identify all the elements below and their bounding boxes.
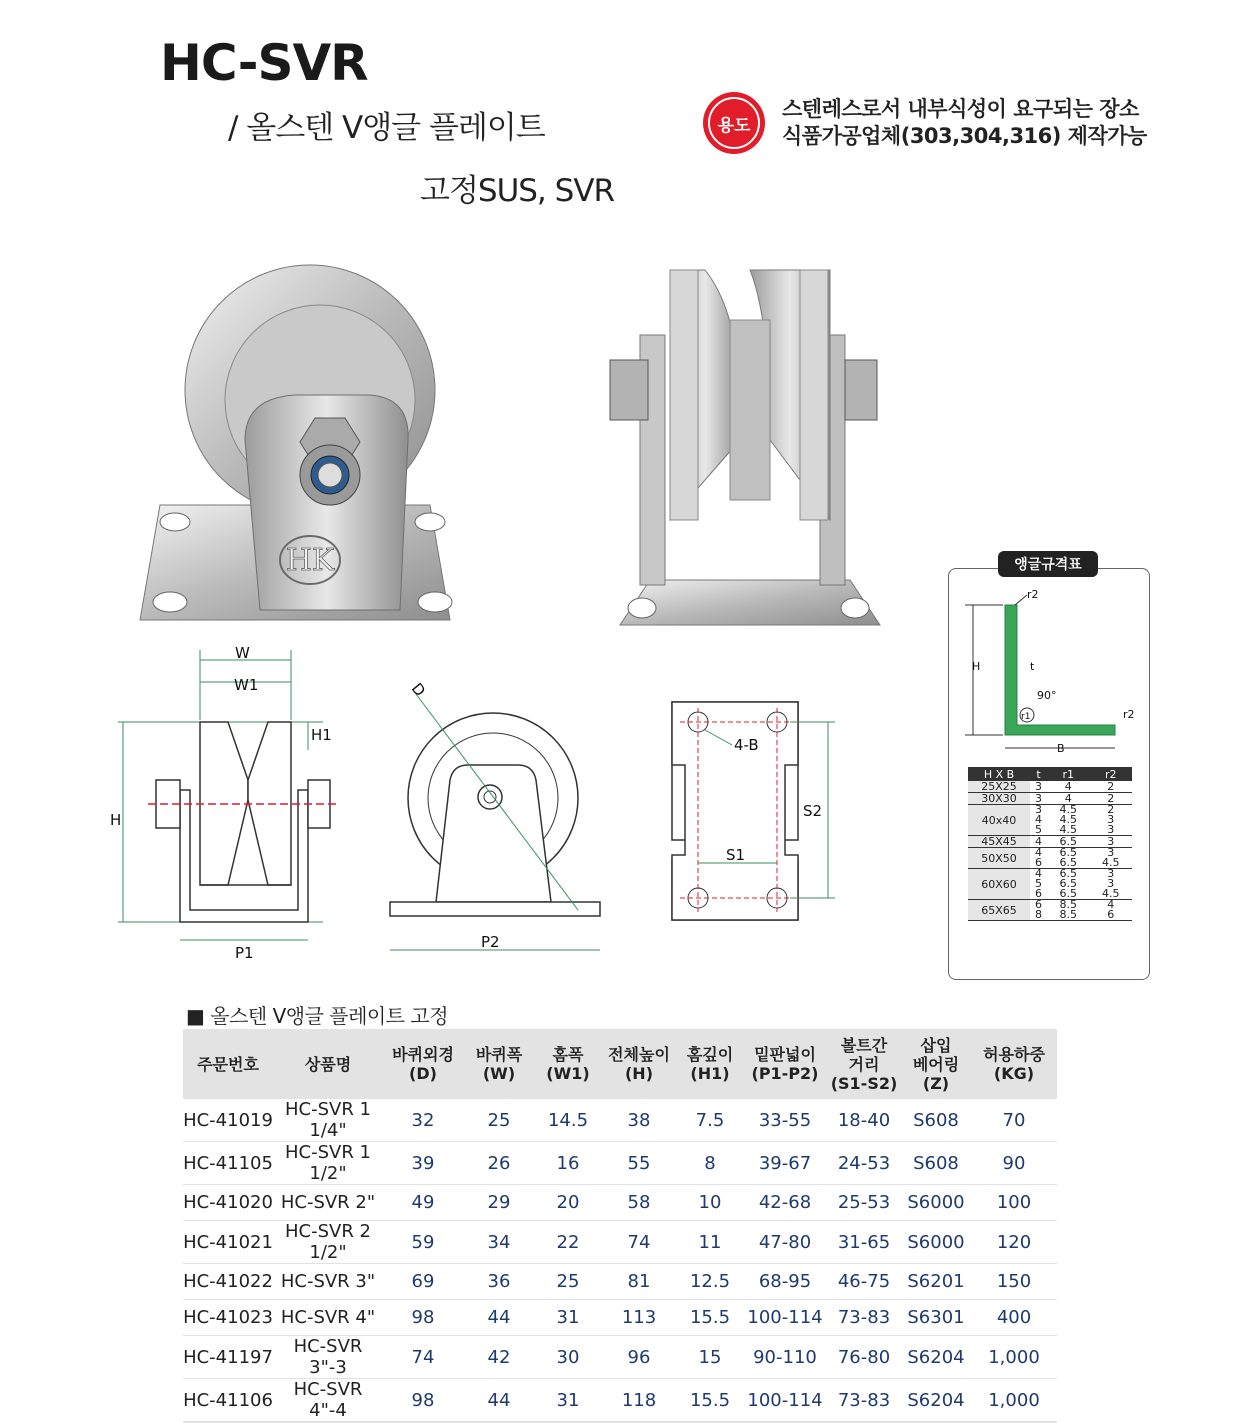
spec-cell-h: 58 — [627, 1192, 651, 1213]
angle-r1-cell: 4.5 4.5 4.5 — [1047, 805, 1090, 836]
spec-cell-p: 100-114 — [747, 1307, 823, 1328]
angle-spec-row — [968, 900, 1132, 921]
front-drawing — [390, 679, 600, 951]
usage-line-1: 스텐레스로서 내부식성이 요구되는 장소 — [782, 97, 1139, 121]
angle-t-cell: 3 — [1030, 781, 1047, 793]
angle-r2-cell: 3 3 4.5 — [1090, 869, 1133, 900]
side-drawing — [110, 644, 338, 962]
spec-cell-h1: 11 — [698, 1231, 722, 1253]
spec-header-cell: 밑판넓이 (P1-P2) — [743, 1029, 827, 1099]
spec-cell-name: HC-SVR 1 1/4" — [284, 1099, 372, 1141]
spec-header-cell: 허용하중 (KG) — [971, 1029, 1057, 1099]
product-title: HC-SVR — [160, 34, 368, 92]
angle-spec-rows — [968, 781, 1132, 921]
spec-cell-w: 29 — [487, 1192, 511, 1213]
spec-header-cell: 바퀴폭 (W) — [463, 1029, 535, 1099]
spec-cell-h1: 15.5 — [689, 1389, 731, 1411]
angle-r1-cell: 4 — [1047, 793, 1090, 805]
plate-drawing — [660, 690, 850, 930]
spec-cell-kg: 100 — [996, 1192, 1032, 1213]
spec-cell-s: 73-83 — [837, 1307, 891, 1328]
spec-cell-code: HC-41106 — [183, 1389, 273, 1411]
spec-cell-w: 44 — [487, 1307, 511, 1328]
angle-size-cell: 65X65 — [968, 900, 1030, 921]
angle-spec-row — [968, 781, 1132, 793]
spec-cell-w: 44 — [487, 1389, 511, 1411]
spec-table-row — [183, 1142, 1057, 1185]
spec-cell-s: 18-40 — [837, 1109, 891, 1131]
section-title: ■ 올스텐 V앵글 플레이트 고정 — [186, 1004, 449, 1028]
dim-w-label: W — [235, 644, 250, 662]
dim-d-label: D — [407, 679, 430, 700]
spec-cell-h1: 12.5 — [689, 1271, 731, 1292]
angle-r2-top-label: r2 — [1027, 588, 1039, 601]
spec-cell-name: HC-SVR 4" — [280, 1307, 376, 1328]
spec-table-row — [183, 1185, 1057, 1221]
angle-b-label: B — [1057, 742, 1065, 755]
spec-cell-w: 42 — [487, 1346, 511, 1368]
technical-drawings — [108, 640, 628, 970]
spec-header-cell: 상품명 — [273, 1029, 383, 1099]
spec-cell-kg: 120 — [996, 1231, 1032, 1253]
spec-cell-kg: 400 — [996, 1307, 1032, 1328]
angle-spec-row — [968, 805, 1132, 836]
spec-cell-name: HC-SVR 2" — [280, 1192, 376, 1213]
spec-cell-code: HC-41020 — [183, 1192, 273, 1213]
spec-cell-name: HC-SVR 1 1/2" — [284, 1142, 372, 1184]
spec-cell-w1: 14.5 — [547, 1109, 589, 1131]
spec-cell-z: S608 — [913, 1152, 959, 1174]
spec-cell-h1: 7.5 — [695, 1109, 725, 1131]
angle-t-cell: 3 4 5 — [1030, 805, 1047, 836]
spec-cell-h1: 10 — [698, 1192, 722, 1213]
spec-cell-name: HC-SVR 3"-3 — [293, 1336, 363, 1378]
spec-cell-kg: 90 — [1002, 1152, 1026, 1174]
spec-cell-h: 38 — [627, 1109, 651, 1131]
spec-cell-h: 96 — [627, 1346, 651, 1368]
spec-table-row — [183, 1221, 1057, 1264]
angle-90-label: 90° — [1037, 689, 1057, 702]
spec-cell-z: S6000 — [907, 1192, 965, 1213]
spec-header-cell: 바퀴외경 (D) — [383, 1029, 463, 1099]
angle-size-cell: 40x40 — [968, 805, 1030, 836]
spec-cell-d: 49 — [411, 1192, 435, 1213]
spec-table-body — [183, 1099, 1057, 1422]
spec-table — [183, 1029, 1057, 1423]
angle-r2-cell: 2 — [1090, 781, 1133, 793]
angle-r1-cell: 6.5 — [1047, 836, 1090, 848]
usage-description — [782, 96, 1147, 150]
spec-header-cell: 홈깊이 (H1) — [677, 1029, 743, 1099]
spec-header-cell: 홈폭 (W1) — [535, 1029, 601, 1099]
dim-s1-label: S1 — [726, 846, 746, 864]
angle-size-cell: 30X30 — [968, 793, 1030, 805]
spec-cell-w: 25 — [487, 1109, 511, 1131]
product-photos — [130, 250, 890, 635]
spec-cell-z: S6000 — [907, 1231, 965, 1253]
spec-cell-h: 74 — [627, 1231, 651, 1253]
spec-cell-p: 68-95 — [758, 1271, 812, 1292]
spec-cell-z: S608 — [913, 1109, 959, 1131]
spec-cell-h: 113 — [621, 1307, 657, 1328]
angle-r2-cell: 4 6 — [1090, 900, 1133, 921]
spec-cell-h: 81 — [627, 1271, 651, 1292]
angle-t-cell: 3 — [1030, 793, 1047, 805]
angle-t-cell: 4 6 — [1030, 848, 1047, 869]
spec-table-header — [183, 1029, 1057, 1099]
angle-t-cell: 4 — [1030, 836, 1047, 848]
spec-cell-w: 26 — [487, 1152, 511, 1174]
spec-cell-d: 59 — [411, 1231, 435, 1253]
product-subtitle: / 올스텐 V앵글 플레이트 — [228, 110, 545, 146]
spec-cell-p: 100-114 — [747, 1389, 823, 1411]
spec-cell-w1: 25 — [556, 1271, 580, 1292]
spec-cell-h1: 15 — [698, 1346, 722, 1368]
spec-cell-s: 25-53 — [837, 1192, 891, 1213]
spec-cell-name: HC-SVR 4"-4 — [293, 1379, 363, 1421]
spec-cell-code: HC-41105 — [183, 1152, 273, 1174]
spec-cell-s: 31-65 — [837, 1231, 891, 1253]
spec-table-row — [183, 1300, 1057, 1336]
spec-cell-w1: 16 — [556, 1152, 580, 1174]
spec-cell-name: HC-SVR 3" — [280, 1271, 376, 1292]
spec-cell-s: 46-75 — [837, 1271, 891, 1292]
spec-cell-d: 69 — [411, 1271, 435, 1292]
spec-cell-code: HC-41021 — [183, 1231, 273, 1253]
spec-cell-w1: 20 — [556, 1192, 580, 1213]
spec-cell-w1: 30 — [556, 1346, 580, 1368]
angle-r1-cell: 8.5 8.5 — [1047, 900, 1090, 921]
angle-r1-cell: 6.5 6.5 — [1047, 848, 1090, 869]
angle-r2-right-label: r2 — [1123, 708, 1135, 721]
spec-table-row — [183, 1264, 1057, 1300]
angle-spec-table — [968, 767, 1132, 921]
angle-r1-cell: 6.5 6.5 6.5 — [1047, 869, 1090, 900]
angle-size-cell: 25X25 — [968, 781, 1030, 793]
angle-size-cell: 45X45 — [968, 836, 1030, 848]
spec-cell-code: HC-41197 — [183, 1346, 273, 1368]
spec-cell-code: HC-41022 — [183, 1271, 273, 1292]
angle-diagram — [955, 585, 1145, 765]
spec-cell-z: S6204 — [907, 1389, 965, 1411]
angle-spec-row — [968, 848, 1132, 869]
product-subtitle-2: 고정SUS, SVR — [420, 173, 615, 209]
spec-cell-w: 34 — [487, 1231, 511, 1253]
photo-front-view — [140, 265, 452, 620]
angle-col-t: t — [1030, 767, 1047, 781]
spec-cell-kg: 1,000 — [988, 1389, 1040, 1411]
dim-s2-label: S2 — [803, 802, 823, 820]
angle-r1-label: r1 — [1021, 712, 1031, 722]
angle-r2-cell: 2 3 3 — [1090, 805, 1133, 836]
usage-badge-label: 용도 — [708, 97, 760, 149]
angle-size-cell: 60X60 — [968, 869, 1030, 900]
spec-cell-p: 42-68 — [758, 1192, 812, 1213]
hk-logo: HK — [285, 543, 335, 578]
spec-cell-s: 24-53 — [837, 1152, 891, 1174]
spec-cell-z: S6204 — [907, 1346, 965, 1368]
spec-table-row — [183, 1336, 1057, 1379]
spec-cell-h: 55 — [627, 1152, 651, 1174]
dim-h1-label: H1 — [311, 726, 332, 744]
spec-cell-w1: 22 — [556, 1231, 580, 1253]
spec-header-cell: 주문번호 — [183, 1029, 273, 1099]
spec-header-cell: 볼트간 거리 (S1-S2) — [827, 1029, 901, 1099]
spec-cell-name: HC-SVR 2 1/2" — [284, 1221, 372, 1263]
spec-cell-w1: 31 — [556, 1307, 580, 1328]
dim-p2-label: P2 — [481, 933, 500, 951]
spec-cell-code: HC-41023 — [183, 1307, 273, 1328]
angle-r2-cell: 2 — [1090, 793, 1133, 805]
spec-cell-z: S6201 — [907, 1271, 965, 1292]
spec-cell-w: 36 — [487, 1271, 511, 1292]
dim-4b-label: 4-B — [734, 736, 759, 754]
angle-h-label: H — [972, 660, 981, 673]
angle-t-cell: 6 8 — [1030, 900, 1047, 921]
spec-cell-kg: 150 — [996, 1271, 1032, 1292]
spec-cell-d: 39 — [411, 1152, 435, 1174]
spec-cell-h1: 15.5 — [689, 1307, 731, 1328]
spec-cell-p: 39-67 — [758, 1152, 812, 1174]
angle-r1-cell: 4 — [1047, 781, 1090, 793]
angle-spec-title: 앵글규격표 — [998, 551, 1098, 577]
spec-cell-h: 118 — [621, 1389, 657, 1411]
angle-r2-cell: 3 — [1090, 836, 1133, 848]
dim-h-label: H — [110, 811, 122, 829]
dim-w1-label: W1 — [234, 676, 259, 694]
spec-header-cell: 전체높이 (H) — [601, 1029, 677, 1099]
spec-cell-p: 33-55 — [758, 1109, 812, 1131]
spec-cell-z: S6301 — [907, 1307, 965, 1328]
spec-cell-w1: 31 — [556, 1389, 580, 1411]
spec-cell-s: 76-80 — [837, 1346, 891, 1368]
spec-cell-d: 98 — [411, 1307, 435, 1328]
spec-table-row — [183, 1099, 1057, 1142]
angle-col-r2: r2 — [1090, 767, 1133, 781]
spec-table-row — [183, 1379, 1057, 1423]
angle-col-size: H X B — [968, 767, 1030, 781]
photo-side-view — [610, 270, 880, 625]
angle-col-r1: r1 — [1047, 767, 1090, 781]
angle-spec-row — [968, 869, 1132, 900]
spec-cell-p: 90-110 — [753, 1346, 817, 1368]
spec-cell-code: HC-41019 — [183, 1109, 273, 1131]
dim-p1-label: P1 — [235, 944, 254, 962]
spec-cell-d: 98 — [411, 1389, 435, 1411]
angle-t-cell: 4 5 6 — [1030, 869, 1047, 900]
spec-cell-kg: 1,000 — [988, 1346, 1040, 1368]
usage-line-2: 식품가공업체(303,304,316) 제작가능 — [782, 124, 1147, 148]
spec-cell-d: 74 — [411, 1346, 435, 1368]
spec-cell-d: 32 — [411, 1109, 435, 1131]
angle-t-label: t — [1030, 660, 1035, 673]
usage-badge — [703, 92, 765, 154]
angle-r2-cell: 3 4.5 — [1090, 848, 1133, 869]
angle-size-cell: 50X50 — [968, 848, 1030, 869]
spec-header-cell: 삽입 베어링 (Z) — [901, 1029, 971, 1099]
spec-cell-s: 73-83 — [837, 1389, 891, 1411]
spec-cell-kg: 70 — [1002, 1109, 1026, 1131]
spec-cell-p: 47-80 — [758, 1231, 812, 1253]
spec-cell-h1: 8 — [704, 1152, 716, 1174]
